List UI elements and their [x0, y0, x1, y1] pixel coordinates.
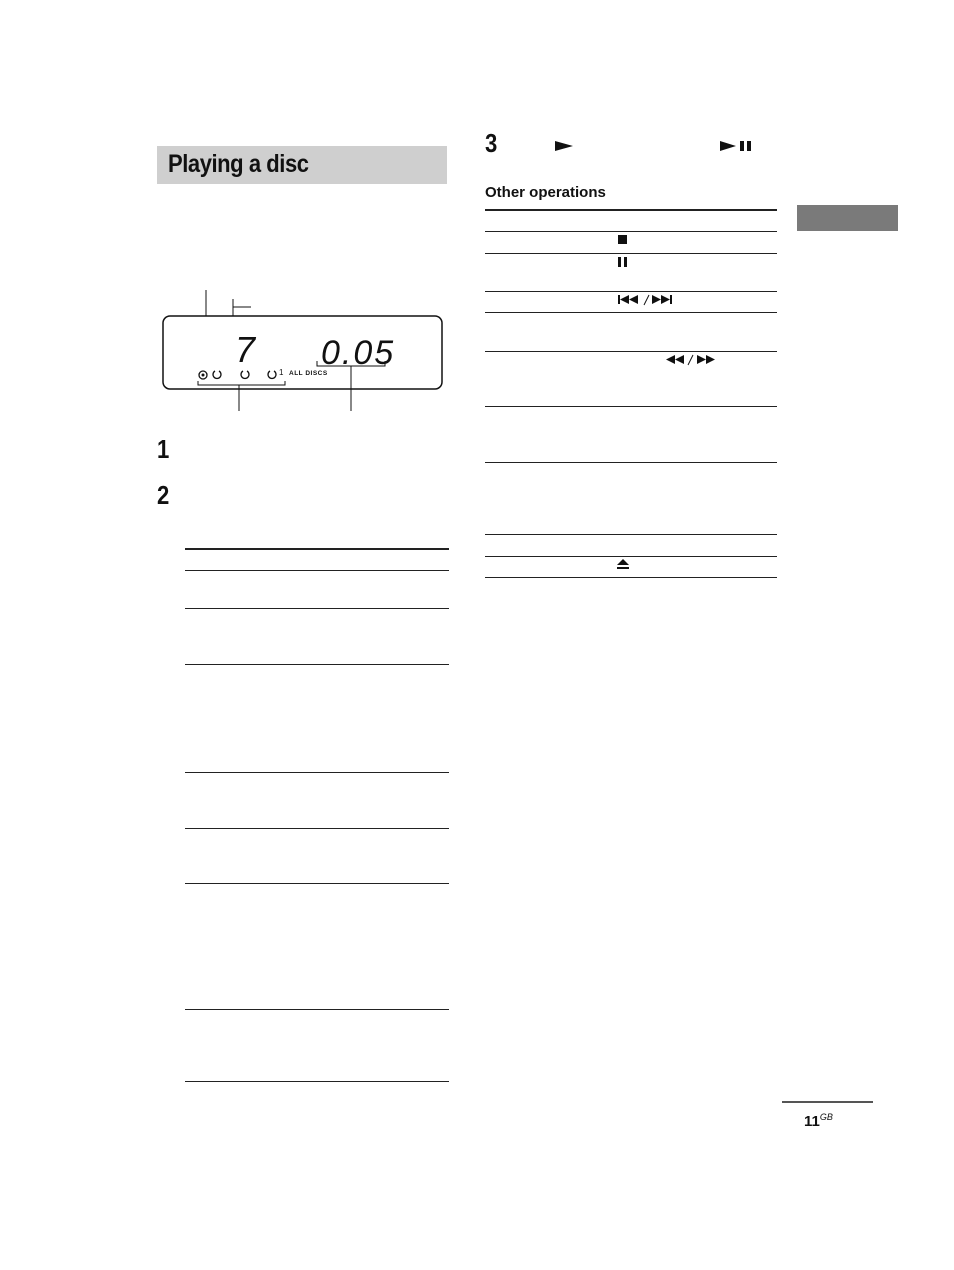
pause-icon: [618, 257, 628, 268]
left-table-top-rule: [185, 548, 449, 550]
step-3-number: 3: [485, 128, 498, 158]
right-table-rule: [485, 351, 777, 352]
step-1-number: 1: [157, 434, 170, 464]
other-operations-heading: Other operations: [485, 184, 606, 201]
right-table-rule: [485, 406, 777, 407]
eject-icon: [617, 559, 629, 571]
left-table-rule: [185, 1081, 449, 1082]
repeat-one-label: 1: [279, 368, 284, 377]
section-title-box: [157, 146, 447, 184]
right-table-rule: [485, 312, 777, 313]
display-illustration: [155, 285, 455, 415]
page-number: [804, 1112, 833, 1130]
left-table-rule: [185, 608, 449, 609]
left-table-rule: [185, 772, 449, 773]
page-number-rule: [782, 1101, 873, 1103]
left-table-rule: [185, 1009, 449, 1010]
page-number-value: 11: [804, 1113, 820, 1130]
left-table-rule: [185, 570, 449, 571]
step-2-number: 2: [157, 480, 170, 510]
skip-prev-next-icon: [618, 294, 678, 306]
right-table-rule: [485, 231, 777, 232]
all-discs-indicator: ALL DISCS: [289, 370, 328, 377]
rewind-ffwd-icon: [666, 354, 720, 366]
time-digits: 0.05: [321, 334, 396, 372]
left-table-rule: [185, 664, 449, 665]
chapter-side-tab: [797, 205, 898, 231]
right-table-rule: [485, 253, 777, 254]
right-table-rule: [485, 577, 777, 578]
right-table-top-rule: [485, 209, 777, 211]
page-number-suffix: GB: [819, 1112, 833, 1122]
right-table-rule: [485, 462, 777, 463]
stop-icon: [618, 235, 628, 245]
left-table-rule: [185, 828, 449, 829]
left-table-rule: [185, 883, 449, 884]
right-table-rule: [485, 556, 777, 557]
play-pause-icon: [720, 140, 754, 152]
leader-line-disc: [233, 299, 251, 307]
right-table-rule: [485, 291, 777, 292]
right-table-rule: [485, 534, 777, 535]
disc-number-digit: 7: [235, 329, 256, 370]
section-title: Playing a disc: [168, 150, 309, 178]
play-icon: [555, 140, 575, 152]
